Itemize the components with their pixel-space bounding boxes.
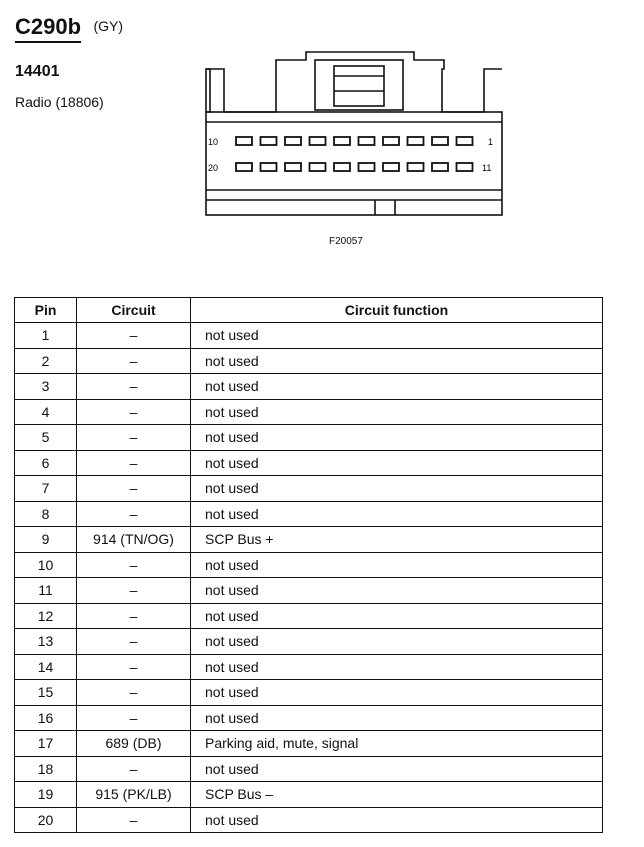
pin-cavity xyxy=(408,163,424,171)
pin-cell: 8 xyxy=(15,501,77,527)
function-cell: not used xyxy=(191,629,603,655)
table-row xyxy=(15,323,603,349)
pin-cell: 13 xyxy=(15,629,77,655)
table-row xyxy=(15,603,603,629)
table-row xyxy=(15,527,603,553)
pin-cell: 11 xyxy=(15,578,77,604)
circuit-cell: – xyxy=(77,425,191,451)
circuit-cell: – xyxy=(77,705,191,731)
function-cell: SCP Bus – xyxy=(191,782,603,808)
circuit-cell: – xyxy=(77,578,191,604)
row2-right-label: 11 xyxy=(482,163,492,173)
pin-cell: 12 xyxy=(15,603,77,629)
connector-id: C290b xyxy=(15,14,81,43)
circuit-cell: 915 (PK/LB) xyxy=(77,782,191,808)
pin-cavity xyxy=(457,163,473,171)
table-row xyxy=(15,705,603,731)
row2-left-label: 20 xyxy=(208,163,219,173)
function-cell: not used xyxy=(191,374,603,400)
function-cell: not used xyxy=(191,348,603,374)
function-cell: not used xyxy=(191,323,603,349)
table-row xyxy=(15,654,603,680)
pin-cell: 7 xyxy=(15,476,77,502)
function-cell: not used xyxy=(191,680,603,706)
pin-cell: 19 xyxy=(15,782,77,808)
function-cell: not used xyxy=(191,552,603,578)
pin-cavity xyxy=(359,163,375,171)
circuit-cell: – xyxy=(77,450,191,476)
circuit-cell: – xyxy=(77,807,191,833)
pin-cavity xyxy=(383,163,399,171)
pin-cell: 10 xyxy=(15,552,77,578)
component-name: Radio (18806) xyxy=(15,94,104,110)
table-row xyxy=(15,731,603,757)
pin-cavity xyxy=(408,137,424,145)
column-header-function: Circuit function xyxy=(191,298,603,323)
function-cell: not used xyxy=(191,399,603,425)
pin-cavity xyxy=(261,163,277,171)
pin-cell: 9 xyxy=(15,527,77,553)
column-header-circuit: Circuit xyxy=(77,298,191,323)
pin-cell: 6 xyxy=(15,450,77,476)
circuit-cell: – xyxy=(77,501,191,527)
connector-outline xyxy=(206,52,502,112)
figure-id: F20057 xyxy=(329,236,363,247)
circuit-cell: – xyxy=(77,629,191,655)
table-row xyxy=(15,348,603,374)
circuit-cell: – xyxy=(77,603,191,629)
function-cell: not used xyxy=(191,425,603,451)
pin-cavity xyxy=(334,137,350,145)
connector-color-code: (GY) xyxy=(93,18,124,34)
table-row xyxy=(15,807,603,833)
connector-heading xyxy=(15,14,123,43)
pin-cavities xyxy=(236,137,473,171)
connector-face-diagram xyxy=(190,44,520,229)
table-row xyxy=(15,578,603,604)
pin-cell: 3 xyxy=(15,374,77,400)
function-cell: not used xyxy=(191,705,603,731)
pin-cavity xyxy=(310,163,326,171)
pin-cell: 20 xyxy=(15,807,77,833)
pin-cavity xyxy=(383,137,399,145)
function-cell: not used xyxy=(191,807,603,833)
function-cell: not used xyxy=(191,654,603,680)
pin-cell: 18 xyxy=(15,756,77,782)
pin-cavity xyxy=(310,137,326,145)
pin-cavity xyxy=(432,137,448,145)
row1-left-label: 10 xyxy=(208,137,219,147)
table-row xyxy=(15,374,603,400)
circuit-cell: 914 (TN/OG) xyxy=(77,527,191,553)
pin-cavity xyxy=(457,137,473,145)
row1-right-label: 1 xyxy=(488,137,494,147)
pin-cavity xyxy=(236,163,252,171)
circuit-cell: – xyxy=(77,680,191,706)
pin-cavity xyxy=(285,163,301,171)
table-row xyxy=(15,399,603,425)
pin-cavity xyxy=(432,163,448,171)
function-cell: Parking aid, mute, signal xyxy=(191,731,603,757)
pin-table xyxy=(14,297,603,833)
pin-cell: 14 xyxy=(15,654,77,680)
circuit-cell: – xyxy=(77,374,191,400)
function-cell: not used xyxy=(191,476,603,502)
table-row xyxy=(15,501,603,527)
circuit-cell: – xyxy=(77,756,191,782)
table-row xyxy=(15,756,603,782)
latch-tab xyxy=(334,66,384,106)
circuit-cell: – xyxy=(77,552,191,578)
circuit-cell: 689 (DB) xyxy=(77,731,191,757)
pin-cell: 16 xyxy=(15,705,77,731)
circuit-cell: – xyxy=(77,476,191,502)
circuit-cell: – xyxy=(77,323,191,349)
part-number: 14401 xyxy=(15,63,60,80)
pin-cell: 1 xyxy=(15,323,77,349)
pin-cell: 2 xyxy=(15,348,77,374)
function-cell: not used xyxy=(191,756,603,782)
function-cell: not used xyxy=(191,450,603,476)
function-cell: not used xyxy=(191,501,603,527)
table-header-row xyxy=(15,298,603,323)
function-cell: not used xyxy=(191,578,603,604)
pin-cell: 17 xyxy=(15,731,77,757)
table-row xyxy=(15,450,603,476)
table-row xyxy=(15,552,603,578)
table-row xyxy=(15,425,603,451)
table-row xyxy=(15,629,603,655)
function-cell: SCP Bus + xyxy=(191,527,603,553)
pin-cavity xyxy=(334,163,350,171)
table-row xyxy=(15,476,603,502)
pin-cell: 5 xyxy=(15,425,77,451)
pin-cell: 15 xyxy=(15,680,77,706)
column-header-pin: Pin xyxy=(15,298,77,323)
function-cell: not used xyxy=(191,603,603,629)
pin-cavity xyxy=(261,137,277,145)
pin-cavity xyxy=(359,137,375,145)
circuit-cell: – xyxy=(77,654,191,680)
pin-cavity xyxy=(285,137,301,145)
pin-cavity xyxy=(236,137,252,145)
table-row xyxy=(15,680,603,706)
pin-cell: 4 xyxy=(15,399,77,425)
circuit-cell: – xyxy=(77,348,191,374)
circuit-cell: – xyxy=(77,399,191,425)
table-row xyxy=(15,782,603,808)
